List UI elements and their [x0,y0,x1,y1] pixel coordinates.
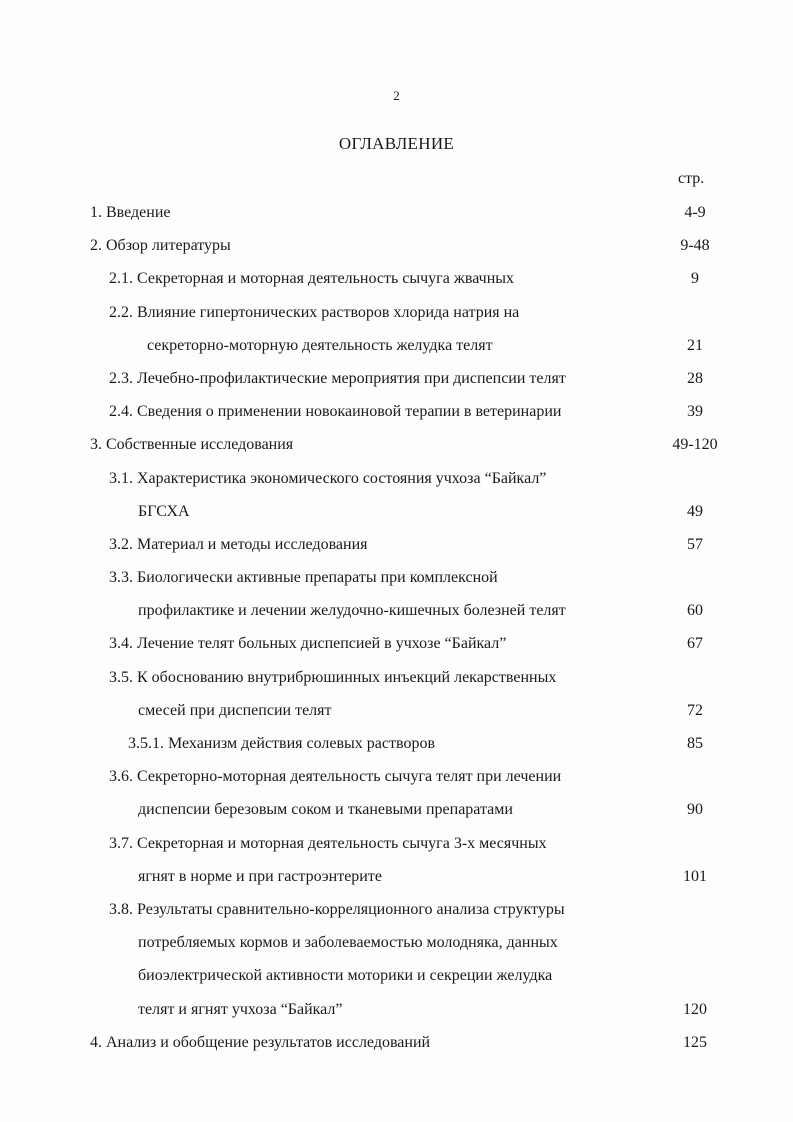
toc-entry-text: 3.1. Характеристика экономического состояния учхоза “Байкал” [109,469,547,487]
toc-entry-text: телят и ягнят учхоза “Байкал” [138,1000,343,1018]
toc-entry-text: 2.3. Лечебно-профилактические мероприятия при диспепсии телят [109,369,566,387]
toc-entry-continuation [0,993,793,1026]
toc-entry [0,661,793,694]
toc-entry [0,760,793,793]
toc-entry-page: 49-120 [672,436,718,454]
toc-entry-text: профилактике и лечении желудочно-кишечных болезней телят [138,602,566,620]
toc-entry-page: 90 [687,801,703,819]
toc-entry-text: 3.3. Биологически активные препараты при комплексной [109,569,498,587]
toc-entry [0,428,793,461]
toc-entry-continuation [0,959,793,992]
toc-entry-text: потребляемых кормов и заболеваемостью молодняка, данных [138,934,558,952]
table-of-contents [0,196,793,1059]
toc-entry [0,528,793,561]
toc-entry-continuation [0,594,793,627]
toc-entry-text: ягнят в норме и при гастроэнтерите [138,867,382,885]
toc-entry-text: диспепсии березовым соком и тканевыми препаратами [138,801,513,819]
toc-entry-text: 4. Анализ и обобщение результатов исследований [90,1033,431,1051]
toc-entry-page: 120 [683,1000,707,1018]
toc-entry-text: 3.2. Материал и методы исследования [109,535,368,553]
toc-entry-page: 125 [683,1033,707,1051]
toc-entry-page: 9 [691,270,699,288]
toc-entry-page: 28 [687,369,703,387]
toc-entry-text: секреторно-моторную деятельность желудка телят [147,336,493,354]
toc-entry-text: 3. Собственные исследования [90,436,294,454]
page-title: ОГЛАВЛЕНИЕ [338,134,455,153]
toc-entry-text: 2. Обзор литературы [90,237,231,255]
toc-entry-text: 3.5.1. Механизм действия солевых растворов [128,735,435,752]
toc-entry [0,462,793,495]
toc-entry-page: 57 [687,535,703,553]
toc-entry-text: биоэлектрической активности моторики и секреции желудка [138,967,553,985]
toc-entry [0,262,793,295]
toc-entry-continuation [0,926,793,959]
toc-entry-continuation [0,860,793,893]
toc-entry-text: БГСХА [138,502,190,520]
toc-entry-continuation [0,694,793,727]
toc-entry [0,362,793,395]
toc-entry [0,627,793,660]
toc-entry-page: 21 [687,336,703,354]
toc-entry [0,196,793,229]
toc-entry-page: 39 [687,403,703,421]
toc-entry [0,296,793,329]
toc-entry [0,1026,793,1059]
toc-entry-text: 3.6. Секреторно-моторная деятельность сычуга телят при лечении [109,768,562,786]
toc-entry [0,893,793,926]
pages-column-header: стр. [678,170,705,187]
toc-entry-page: 101 [683,867,707,885]
toc-entry-continuation [0,329,793,362]
toc-entry-page: 72 [687,701,703,719]
toc-entry-continuation [0,495,793,528]
toc-entry-text: 3.7. Секреторная и моторная деятельность сычуга 3-х месячных [109,834,547,852]
toc-entry-page: 4-9 [684,204,706,221]
toc-entry-text: смесей при диспепсии телят [138,701,332,719]
page-number: 2 [393,88,400,103]
toc-entry [0,827,793,860]
toc-entry-page: 85 [687,735,703,752]
toc-entry-text: 3.5. К обоснованию внутрибрюшинных инъекций лекарственных [109,668,557,686]
toc-entry [0,727,793,760]
toc-entry-page: 60 [687,602,703,620]
toc-entry-continuation [0,793,793,826]
toc-entry-text: 3.4. Лечение телят больных диспепсией в учхозе “Байкал” [109,635,507,653]
toc-entry-text: 2.2. Влияние гипертонических растворов хлорида натрия на [109,303,520,321]
toc-entry [0,561,793,594]
toc-entry [0,395,793,428]
toc-entry-text: 1. Введение [90,204,171,221]
toc-entry-text: 2.4. Сведения о применении новокаиновой терапии в ветеринарии [109,403,562,421]
toc-entry [0,229,793,262]
toc-entry-page: 9-48 [680,237,710,255]
toc-entry-page: 67 [687,635,703,653]
toc-entry-text: 3.8. Результаты сравнительно-корреляционного анализа структуры [109,900,565,918]
toc-entry-text: 2.1. Секреторная и моторная деятельность сычуга жвачных [109,270,515,288]
toc-entry-page: 49 [687,502,703,520]
